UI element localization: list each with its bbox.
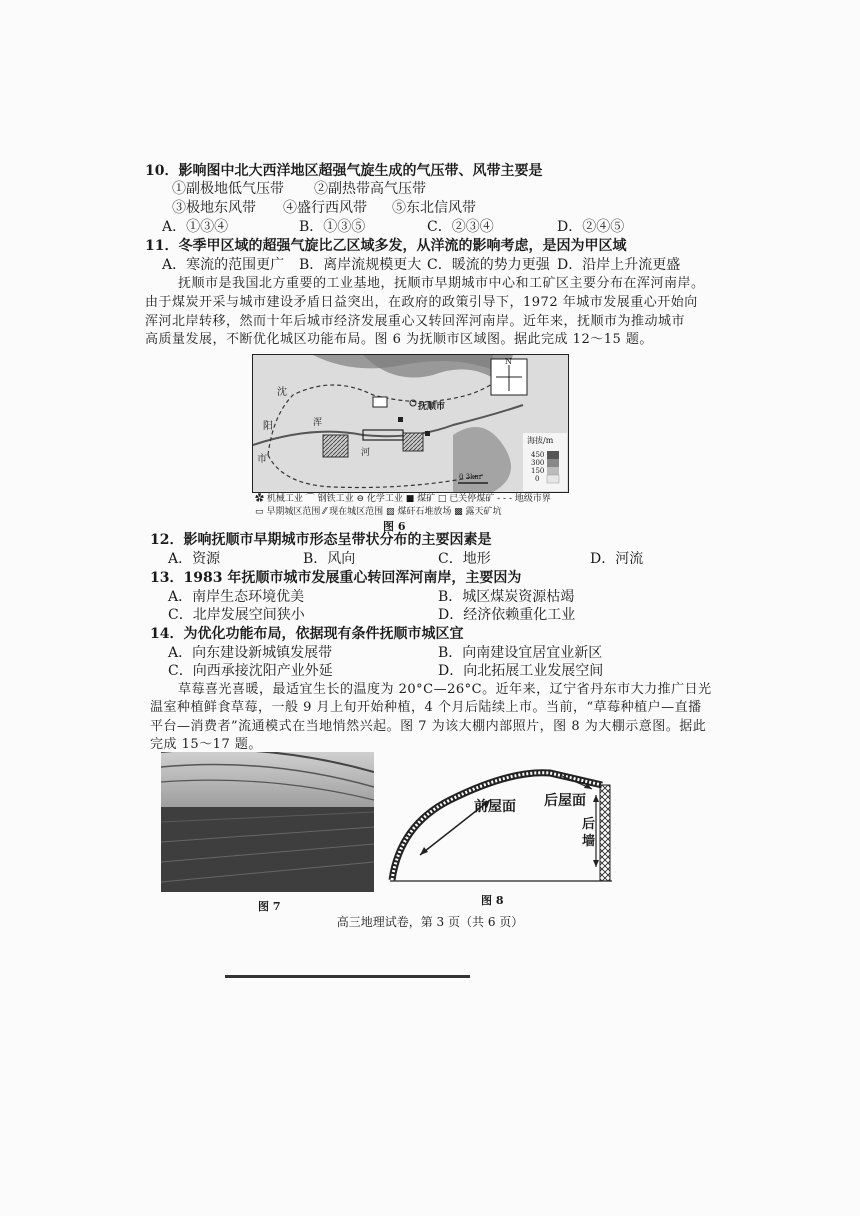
passage2-line-4: 完成 15～17 题。 xyxy=(150,737,262,752)
elevation-level-1: 450 xyxy=(531,451,545,459)
q13-stem: 13．1983 年抚顺市城市发展重心转回浑河南岸，主要因为 xyxy=(150,570,522,586)
map-scale: 0 3km xyxy=(459,473,482,481)
elevation-level-4: 0 xyxy=(535,475,540,483)
elevation-level-3: 150 xyxy=(531,467,545,475)
map-legend-row-1: ✿ 机械工业 ⌒ 钢铁工业 ⊖ 化学工业 ■ 煤矿 □ 已关停煤矿 - - - 地级市界 xyxy=(255,494,551,504)
q11-option-c: C．暖流的势力更强 xyxy=(427,257,550,273)
q12-option-b: B．风向 xyxy=(303,551,356,567)
back-wall-label-1: 后 xyxy=(582,817,596,832)
q12-stem: 12．影响抚顺市早期城市形态呈带状分布的主要因素是 xyxy=(150,532,492,548)
q12-option-d: D．河流 xyxy=(590,551,644,567)
map-label-shi: 市 xyxy=(257,454,267,465)
q11-option-b: B．离岸流规模更大 xyxy=(299,257,422,273)
q11-option-a: A．寒流的范围更广 xyxy=(162,257,285,273)
map-label-yang: 阳 xyxy=(263,421,273,432)
q14-option-c: C．向西承接沈阳产业外延 xyxy=(168,663,333,679)
fushun-region-map xyxy=(252,354,569,493)
back-wall-label-2: 墙 xyxy=(582,834,596,849)
map-label-hun: 浑 xyxy=(313,418,323,428)
map-legend-row-2: ▭ 早期城区范围 ⁄⁄ 现在城区范围 ▨ 煤矸石堆放场 ▩ 露天矿坑 xyxy=(255,507,502,517)
q10-option-c: C．②③④ xyxy=(427,219,494,235)
elevation-legend-title: 海拔/m xyxy=(527,436,554,445)
greenhouse-photo-graphic xyxy=(161,752,374,892)
q10-item-2: ②副热带高气压带 xyxy=(314,181,426,197)
front-roof-label: 前屋面 xyxy=(474,799,516,815)
back-roof-label: 后屋面 xyxy=(544,793,586,809)
passage2-line-1: 草莓喜光喜暖，最适宜生长的温度为 20°C—26°C。近年来，辽宁省丹东市大力推广日光 xyxy=(178,682,712,697)
q14-option-d: D．向北拓展工业发展空间 xyxy=(438,663,604,679)
scan-edge-line xyxy=(225,975,470,978)
passage2-line-2: 温室种植鲜食草莓，一般 9 月上旬开始种植，4 个月后陆续上市。当前，“草莓种植户—直播 xyxy=(150,700,702,715)
q12-option-a: A．资源 xyxy=(168,551,221,567)
q14-option-a: A．向东建设新城镇发展带 xyxy=(168,645,333,661)
q10-option-d: D．②④⑤ xyxy=(557,219,625,235)
passage1-line-1: 抚顺市是我国北方重要的工业基地，抚顺市早期城市中心和工矿区主要分布在浑河南岸。 xyxy=(178,276,705,291)
q10-item-4: ④盛行西风带 xyxy=(283,200,367,216)
q11-option-d: D．沿岸上升流更盛 xyxy=(557,257,681,273)
page-footer: 高三地理试卷，第 3 页（共 6 页） xyxy=(336,915,524,929)
passage1-line-4: 高质量发展，不断优化城区功能布局。图 6 为抚顺市区域图。据此完成 12～15 题。 xyxy=(145,332,653,347)
q13-option-c: C．北岸发展空间狭小 xyxy=(168,607,305,623)
q10-stem: 10．影响图中北大西洋地区超强气旋生成的气压带、风带主要是 xyxy=(145,163,543,179)
greenhouse-photo xyxy=(161,752,374,892)
q10-item-3: ③极地东风带 xyxy=(172,200,256,216)
map-label-fushun: 抚顺市 xyxy=(418,402,446,412)
map-graphic xyxy=(253,355,568,492)
elevation-level-2: 300 xyxy=(531,459,545,467)
q13-option-a: A．南岸生态环境优美 xyxy=(168,589,305,605)
q14-stem: 14．为优化功能布局，依据现有条件抚顺市城区宜 xyxy=(150,626,464,642)
q11-stem: 11．冬季甲区域的超强气旋比乙区域多发，从洋流的影响考虑，是因为甲区域 xyxy=(145,238,627,254)
passage2-line-3: 平台—消费者”流通模式在当地悄然兴起。图 7 为该大棚内部照片，图 8 为大棚示意图。据此 xyxy=(150,719,707,734)
figure-8-caption: 图 8 xyxy=(481,894,504,907)
passage1-line-2: 由于煤炭开采与城市建设矛盾日益突出，在政府的政策引导下，1972 年城市发展重心开始向 xyxy=(145,295,698,310)
q10-item-1: ①副极地低气压带 xyxy=(172,181,284,197)
q12-option-c: C．地形 xyxy=(438,551,491,567)
q10-option-a: A．①③④ xyxy=(162,219,229,235)
figure-6-caption: 图 6 xyxy=(383,520,406,533)
q14-option-b: B．向南建设宜居宜业新区 xyxy=(438,645,603,661)
passage1-line-3: 浑河北岸转移，然而十年后城市经济发展重心又转回浑河南岸。近年来，抚顺市为推动城市 xyxy=(145,314,686,329)
map-label-he: 河 xyxy=(361,448,371,458)
q13-option-d: D．经济依赖重化工业 xyxy=(438,607,576,623)
map-label-shen: 沈 xyxy=(277,387,287,398)
figure-7-caption: 图 7 xyxy=(258,900,281,913)
q13-option-b: B．城区煤炭资源枯竭 xyxy=(438,589,575,605)
q10-item-5: ⑤东北信风带 xyxy=(392,200,476,216)
q10-option-b: B．①③⑤ xyxy=(299,219,366,235)
north-arrow-icon: N xyxy=(505,357,512,366)
